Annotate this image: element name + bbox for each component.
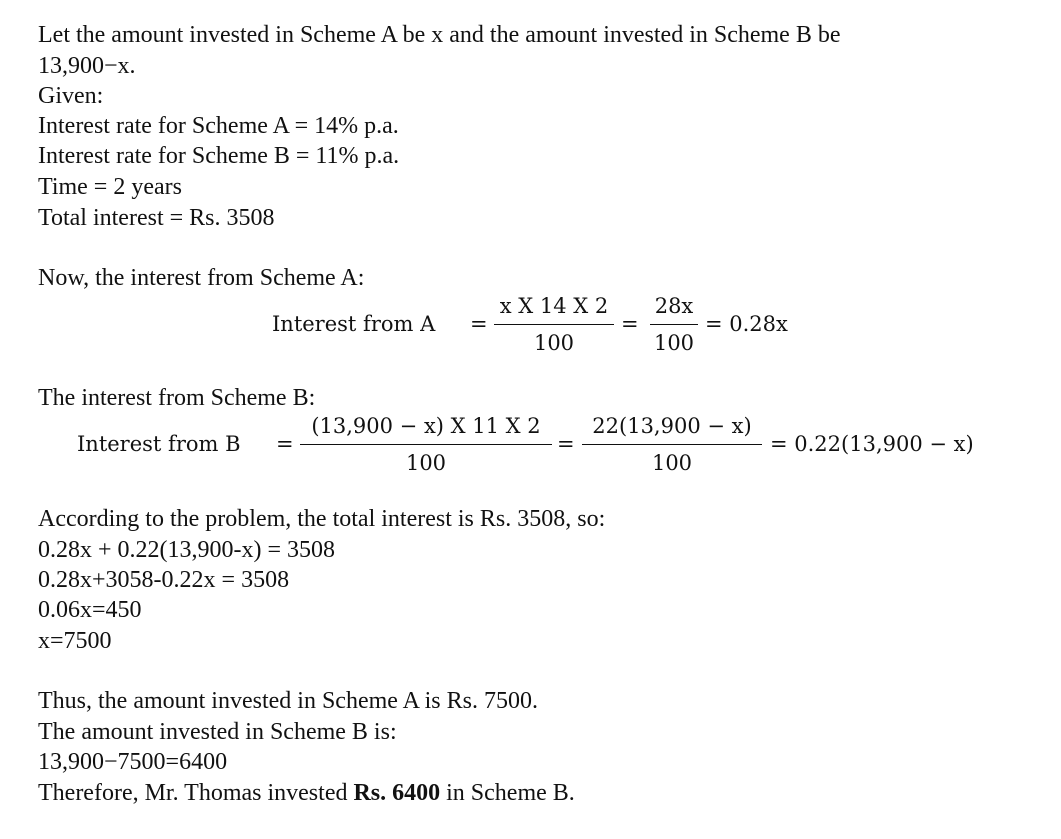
given-label: Given: xyxy=(38,83,104,109)
fraction-denominator: 100 xyxy=(533,331,575,355)
scheme-a-heading: Now, the interest from Scheme A: xyxy=(38,265,365,291)
scheme-b-fraction-2 xyxy=(582,412,762,477)
fraction-numerator: 28x xyxy=(654,294,694,318)
scheme-a-equals-2: = xyxy=(621,312,639,336)
scheme-b-lhs: Interest from B xyxy=(77,432,241,456)
fraction-denominator: 100 xyxy=(405,451,447,475)
total-interest: Total interest = Rs. 3508 xyxy=(38,205,275,231)
final-answer-amount: Rs. 6400 xyxy=(353,780,441,806)
scheme-b-equals-2: = xyxy=(557,432,575,456)
solution-step-1: 0.28x + 0.22(13,900-x) = 3508 xyxy=(38,537,336,563)
conclusion-line-2: The amount invested in Scheme B is: xyxy=(38,719,397,745)
rate-b: Interest rate for Scheme B = 11% p.a. xyxy=(38,143,400,169)
scheme-a-fraction-1 xyxy=(494,292,614,357)
scheme-b-equals: = xyxy=(276,432,294,456)
scheme-a-fraction-2 xyxy=(650,292,698,357)
fraction-numerator: (13,900 − x) X 11 X 2 xyxy=(311,414,541,438)
scheme-a-result: = 0.28x xyxy=(705,312,788,336)
solution-step-4: x=7500 xyxy=(38,628,112,654)
intro-line-1: Let the amount invested in Scheme A be x and the amount invested in Scheme B be xyxy=(38,22,841,48)
intro-line-2: 13,900−x. xyxy=(38,53,136,79)
solution-step-3: 0.06x=450 xyxy=(38,597,142,623)
scheme-b-heading: The interest from Scheme B: xyxy=(38,385,316,411)
final-answer-prefix: Therefore, Mr. Thomas invested xyxy=(38,780,354,806)
final-answer xyxy=(38,778,575,808)
conclusion-line-3: 13,900−7500=6400 xyxy=(38,749,228,775)
fraction-denominator: 100 xyxy=(651,451,693,475)
scheme-b-result: = 0.22(13,900 − x) xyxy=(770,432,974,456)
final-answer-suffix: in Scheme B. xyxy=(440,780,575,806)
fraction-numerator: x X 14 X 2 xyxy=(499,294,609,318)
scheme-a-equals: = xyxy=(470,312,488,336)
fraction-numerator: 22(13,900 − x) xyxy=(592,414,752,438)
scheme-b-fraction-1 xyxy=(300,412,552,477)
fraction-denominator: 100 xyxy=(653,331,695,355)
conclusion-line-1: Thus, the amount invested in Scheme A is Rs. 7500. xyxy=(38,688,538,714)
solution-heading: According to the problem, the total interest is Rs. 3508, so: xyxy=(38,506,606,532)
solution-step-2: 0.28x+3058-0.22x = 3508 xyxy=(38,567,290,593)
time: Time = 2 years xyxy=(38,174,182,200)
rate-a: Interest rate for Scheme A = 14% p.a. xyxy=(38,113,399,139)
scheme-a-lhs: Interest from A xyxy=(272,312,436,336)
